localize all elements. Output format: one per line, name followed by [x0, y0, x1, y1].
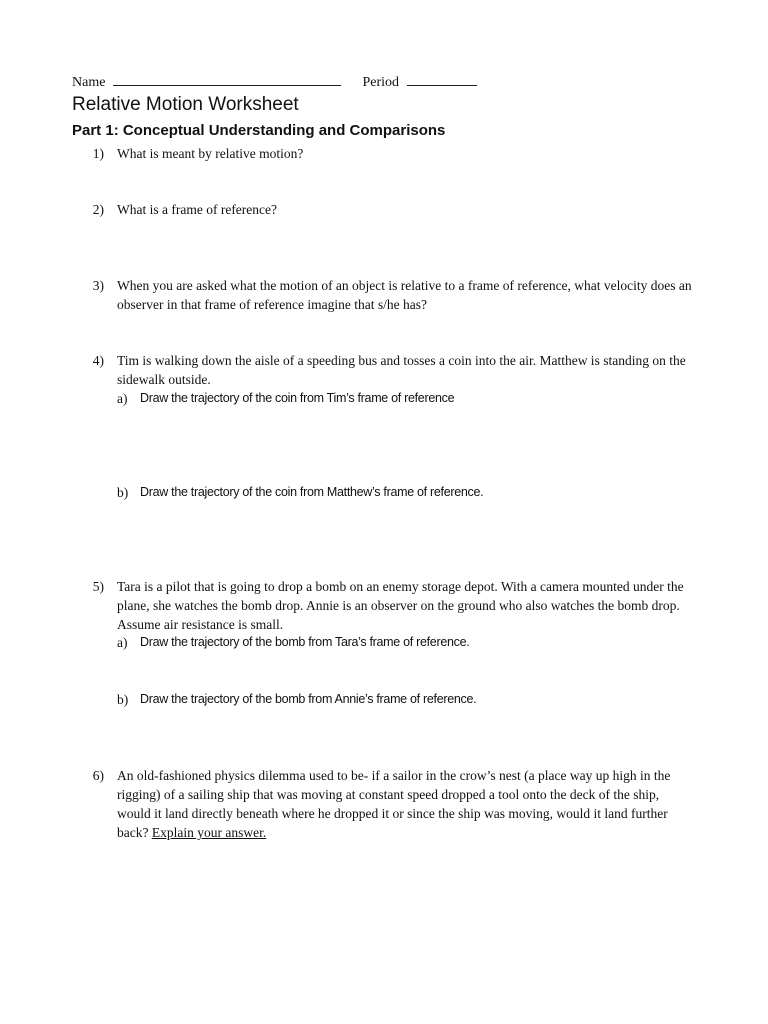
- question-6-number: 6): [92, 768, 104, 783]
- question-4b-text: Draw the trajectory of the coin from Matthew’s frame of reference.: [140, 485, 484, 499]
- question-4a-text: Draw the trajectory of the coin from Tim’s frame of reference: [140, 391, 455, 405]
- question-4b-label: b): [117, 485, 129, 500]
- question-4-text: Tim is walking down the aisle of a speeding bus and tosses a coin into the air. Matthew is standing on the sidewalk outside.: [117, 353, 686, 387]
- name-period-line: [72, 73, 477, 92]
- question-4-number: 4): [92, 353, 104, 368]
- question-2-text: What is a frame of reference?: [117, 202, 278, 217]
- period-label: Period: [362, 75, 399, 90]
- period-blank[interactable]: [407, 73, 477, 86]
- question-6-body: An old-fashioned physics dilemma used to be- if a sailor in the crow’s nest (a place way up high in the rigging) of a sailing ship that was moving at constant speed dropped a tool onto the deck of the ship, would it land directly beneath where he dropped it or since the ship was moving, would it land further back?: [117, 768, 671, 840]
- question-6-emphasis: Explain your answer.: [151, 825, 267, 840]
- question-5b-label: b): [117, 692, 129, 707]
- question-5a-label: a): [117, 635, 128, 650]
- question-1-text: What is meant by relative motion?: [117, 146, 304, 161]
- name-blank[interactable]: [113, 73, 341, 86]
- part1-heading: Part 1: Conceptual Understanding and Comparisons: [72, 122, 446, 139]
- question-2-number: 2): [92, 202, 104, 217]
- question-5-text: Tara is a pilot that is going to drop a bomb on an enemy storage depot. With a camera mounted under the plane, she watches the bomb drop. Annie is an observer on the ground who also watches the bomb drop. Assume air resistance is small.: [117, 579, 684, 632]
- question-5-number: 5): [92, 579, 104, 594]
- question-1-number: 1): [92, 146, 104, 161]
- name-label: Name: [72, 75, 106, 90]
- question-3-text: When you are asked what the motion of an object is relative to a frame of reference, what velocity does an observer in that frame of reference imagine that s/he has?: [117, 278, 692, 312]
- question-6-text: [117, 766, 695, 842]
- question-5b-text: Draw the trajectory of the bomb from Annie’s frame of reference.: [140, 692, 477, 706]
- question-3-number: 3): [92, 278, 104, 293]
- question-5a-text: Draw the trajectory of the bomb from Tara’s frame of reference.: [140, 635, 470, 649]
- page-title: Relative Motion Worksheet: [72, 94, 299, 115]
- question-4a-label: a): [117, 391, 128, 406]
